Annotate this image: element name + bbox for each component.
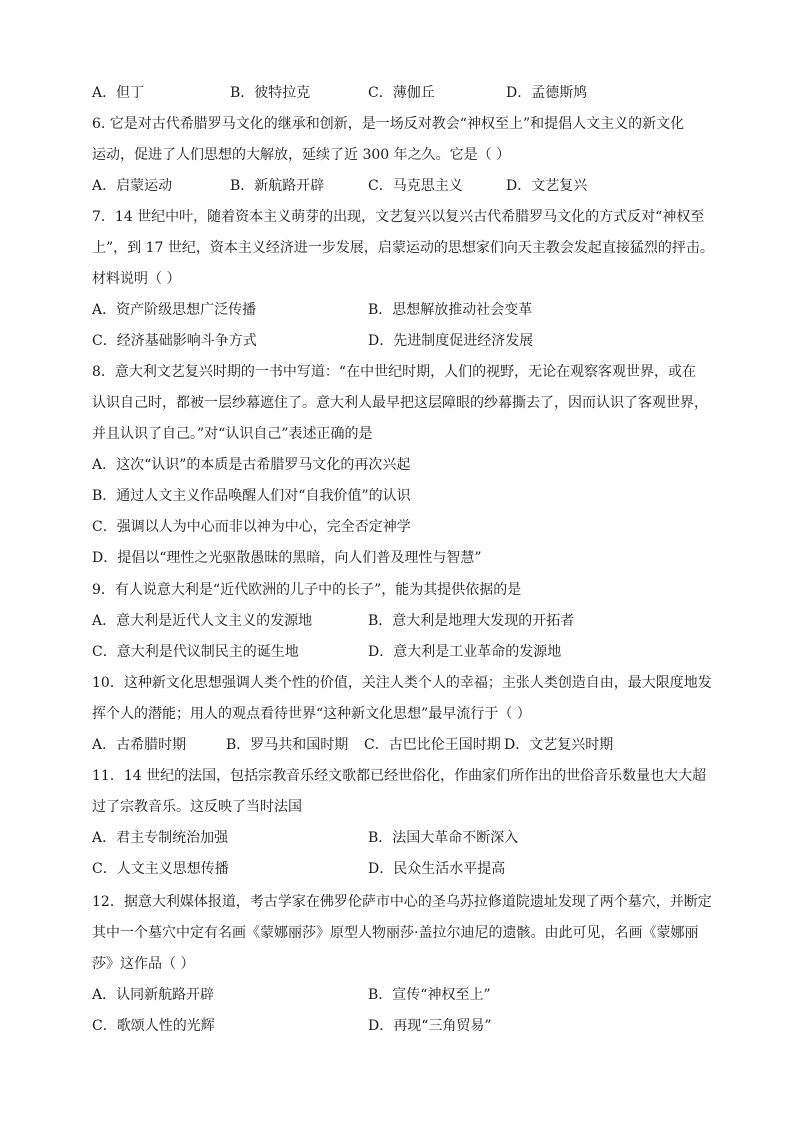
q10-option-c: C．古巴比伦王国时期 xyxy=(364,737,501,753)
q8-option-c: C．强调以人为中心而非以神为中心，完全否定神学 xyxy=(92,519,411,535)
q6-option-d: D．文艺复兴 xyxy=(506,178,588,194)
q11-option-c: C．人文主义思想传播 xyxy=(92,861,229,877)
q7-stem-line-2: 上”，到 17 世纪，资本主义经济进一步发展，启蒙运动的思想家们向天主教会发起直接猛烈的抨击。 xyxy=(92,240,714,256)
q7-option-d: D．先进制度促进经济发展 xyxy=(368,333,534,349)
q10-option-b: B．罗马共和国时期 xyxy=(226,737,349,753)
q6-option-b: B．新航路开辟 xyxy=(230,178,325,194)
q8-option-a: A．这次“认识”的本质是古希腊罗马文化的再次兴起 xyxy=(92,457,411,473)
q8-option-d: D．提倡以“理性之光驱散愚昧的黑暗，向人们普及理性与智慧” xyxy=(92,550,482,566)
q6-option-a: A．启蒙运动 xyxy=(92,178,173,194)
q8-stem-line-3: 并且认识了自己。”对“认识自己”表述正确的是 xyxy=(92,426,373,442)
q12-stem-line-3: 莎》这作品（ ） xyxy=(92,956,195,972)
q9-option-d: D．意大利是工业革命的发源地 xyxy=(368,644,562,660)
q11-option-a: A．君主专制统治加强 xyxy=(92,830,229,846)
q12-option-d: D．再现“三角贸易” xyxy=(368,1018,492,1034)
q7-stem-line-1: 7．14 世纪中叶，随着资本主义萌芽的出现，文艺复兴以复兴古代希腊罗马文化的方式反对“神权至 xyxy=(92,209,705,225)
q6-option-c: C．马克思主义 xyxy=(368,178,463,194)
q9-option-b: B．意大利是地理大发现的开拓者 xyxy=(368,613,575,629)
q11-option-d: D．民众生活水平提高 xyxy=(368,861,506,877)
q5-option-d: D．孟德斯鸠 xyxy=(506,85,588,101)
q12-option-c: C．歌颂人性的光辉 xyxy=(92,1018,215,1034)
q11-option-b: B．法国大革命不断深入 xyxy=(368,830,519,846)
q5-option-c: C．薄伽丘 xyxy=(368,85,435,101)
q9-option-c: C．意大利是代议制民主的诞生地 xyxy=(92,644,299,660)
q8-stem-line-1: 8．意大利文艺复兴时期的一书中写道：“在中世纪时期，人们的视野，无论在观察客观世界，或在 xyxy=(92,364,697,380)
q11-stem-line-1: 11．14 世纪的法国，包括宗教音乐经文歌都已经世俗化，作曲家们所作出的世俗音乐数量也大大超 xyxy=(92,768,707,784)
q9-option-a: A．意大利是近代人文主义的发源地 xyxy=(92,613,313,629)
q10-stem-line-1: 10．这种新文化思想强调人类个性的价值，关注人类个人的幸福；主张人类创造自由，最大限度地发 xyxy=(92,675,712,691)
q7-option-c: C．经济基础影响斗争方式 xyxy=(92,333,257,349)
q9-stem-line-1: 9．有人说意大利是“近代欧洲的儿子中的长子”，能为其提供依据的是 xyxy=(92,582,522,598)
q5-option-b: B．彼特拉克 xyxy=(230,85,311,101)
q11-stem-line-2: 过了宗教音乐。这反映了当时法国 xyxy=(92,799,302,815)
q8-stem-line-2: 认识自己时，都被一层纱幕遮住了。意大利人最早把这层障眼的纱幕撕去了，因而认识了客观世界， xyxy=(92,395,708,411)
q12-option-a: A．认同新航路开辟 xyxy=(92,987,215,1003)
q7-option-a: A．资产阶级思想广泛传播 xyxy=(92,302,257,318)
q7-stem-line-3: 材料说明（ ） xyxy=(92,271,181,287)
q12-option-b: B．宣传“神权至上” xyxy=(368,987,491,1003)
q12-stem-line-2: 其中一个墓穴中定有名画《蒙娜丽莎》原型人物丽莎·盖拉尔迪尼的遗骸。由此可见，名画《蒙娜丽 xyxy=(92,925,699,941)
q7-option-b: B．思想解放推动社会变革 xyxy=(368,302,533,318)
q10-option-a: A．古希腊时期 xyxy=(92,737,187,753)
q8-option-b: B．通过人文主义作品唤醒人们对“自我价值”的认识 xyxy=(92,488,411,504)
q10-stem-line-2: 挥个人的潜能；用人的观点看待世界“这种新文化思想”最早流行于（ ） xyxy=(92,706,531,722)
q6-stem-line-2: 运动，促进了人们思想的大解放，延续了近 300 年之久。它是（ ） xyxy=(92,147,511,163)
q5-option-a: A．但丁 xyxy=(92,85,145,101)
q6-stem-line-1: 6. 它是对古代希腊罗马文化的继承和创新，是一场反对教会“神权至上”和提倡人文主义的新文化 xyxy=(92,116,685,132)
q12-stem-line-1: 12．据意大利媒体报道，考古学家在佛罗伦萨市中心的圣乌苏拉修道院遗址发现了两个墓穴，并断定 xyxy=(92,894,712,910)
q10-option-d: D．文艺复兴时期 xyxy=(504,737,614,753)
